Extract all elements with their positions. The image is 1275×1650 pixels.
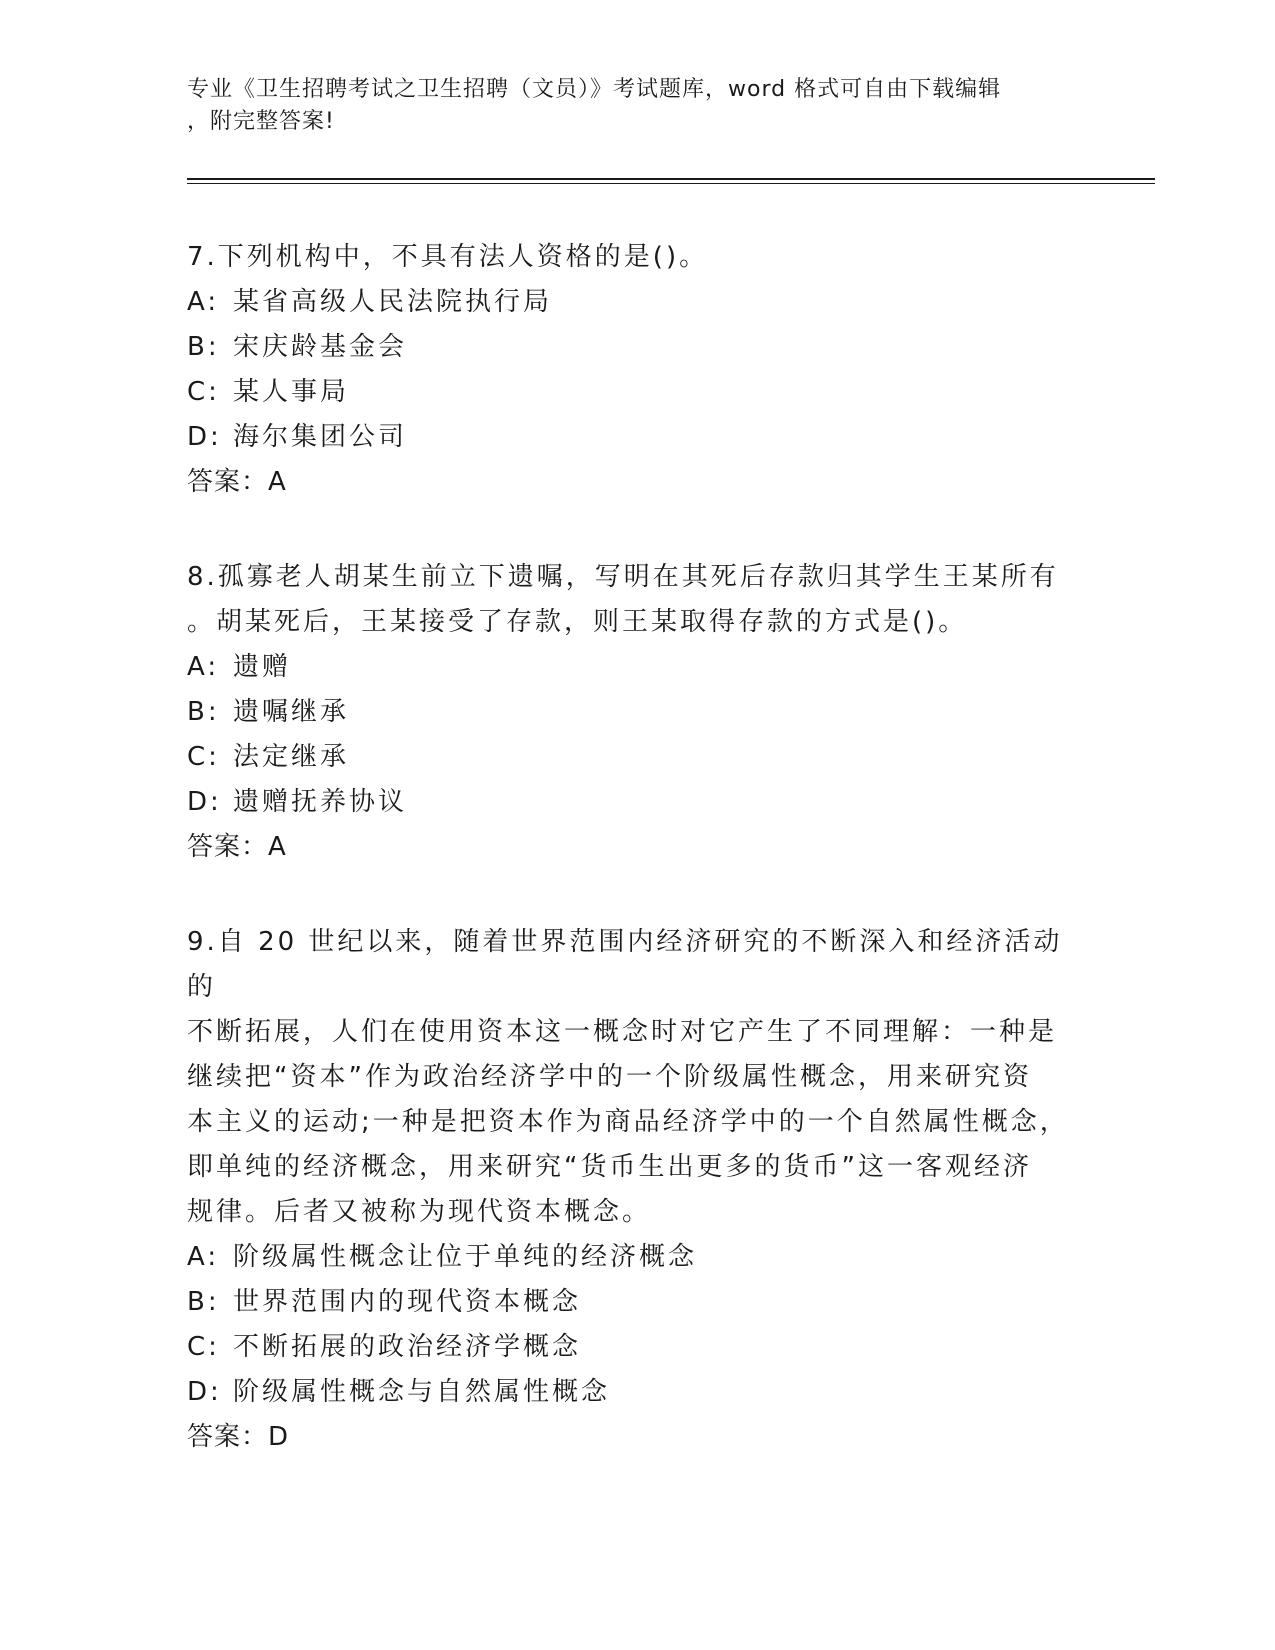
option-key: A: (187, 652, 220, 682)
option-key: D: (187, 422, 222, 452)
option-key: B: (187, 697, 220, 727)
header-line-1: 专业《卫生招聘考试之卫生招聘（文员）》考试题库，word 格式可自由下载编辑 (187, 77, 1002, 102)
question-stem-line: 。胡某死后，王某接受了存款，则王某取得存款的方式是()。 (187, 607, 968, 637)
header-divider-thick (187, 178, 1155, 180)
option-text: 世界范围内的现代资本概念 (233, 1287, 582, 1317)
option-text: 不断拓展的政治经济学概念 (233, 1332, 582, 1362)
question-stem-line: 规律。后者又被称为现代资本概念。 (187, 1197, 652, 1227)
option-text: 阶级属性概念让位于单纯的经济概念 (233, 1242, 698, 1272)
option-key: D: (187, 787, 222, 817)
answer-line: 答案：D (187, 1422, 290, 1452)
option-c (187, 370, 1087, 415)
option-text: 遗赠抚养协议 (233, 787, 408, 817)
option-text: 宋庆龄基金会 (233, 332, 408, 362)
option-key: C: (187, 742, 220, 772)
answer-line: 答案：A (187, 467, 287, 497)
header-line-2: ，附完整答案! (187, 109, 335, 134)
option-text: 遗赠 (233, 652, 292, 682)
option-c (187, 735, 1087, 780)
question-9 (187, 920, 1087, 1460)
option-c (187, 1325, 1087, 1370)
option-d (187, 780, 1087, 825)
question-stem-line: 8.孤寡老人胡某生前立下遗嘱，写明在其死后存款归其学生王某所有 (187, 562, 1059, 592)
option-key: C: (187, 1332, 220, 1362)
option-key: A: (187, 287, 220, 317)
question-stem-line: 9.自 20 世纪以来，随着世界范围内经济研究的不断深入和经济活动的 (187, 927, 1063, 1002)
option-b (187, 325, 1087, 370)
option-b (187, 1280, 1087, 1325)
option-key: B: (187, 332, 220, 362)
answer-line: 答案：A (187, 832, 287, 862)
option-text: 遗嘱继承 (233, 697, 350, 727)
question-stem-line: 不断拓展，人们在使用资本这一概念时对它产生了不同理解：一种是 (187, 1017, 1058, 1047)
option-a (187, 280, 1087, 325)
document-header (187, 74, 1067, 138)
option-d (187, 415, 1087, 460)
option-d (187, 1370, 1087, 1415)
question-8 (187, 555, 1087, 870)
question-7 (187, 235, 1087, 505)
question-stem-line: 继续把“资本”作为政治经济学中的一个阶级属性概念，用来研究资 (187, 1062, 1032, 1092)
option-a (187, 645, 1087, 690)
option-a (187, 1235, 1087, 1280)
option-text: 某人事局 (233, 377, 350, 407)
option-text: 海尔集团公司 (233, 422, 408, 452)
option-text: 阶级属性概念与自然属性概念 (233, 1377, 611, 1407)
question-stem-line: 7.下列机构中，不具有法人资格的是()。 (187, 242, 709, 272)
option-b (187, 690, 1087, 735)
option-key: D: (187, 1377, 222, 1407)
question-stem-line: 本主义的运动;一种是把资本作为商品经济学中的一个自然属性概念， (187, 1107, 1069, 1137)
option-text: 某省高级人民法院执行局 (233, 287, 553, 317)
option-key: B: (187, 1287, 220, 1317)
option-key: A: (187, 1242, 220, 1272)
option-key: C: (187, 377, 220, 407)
question-stem-line: 即单纯的经济概念，用来研究“货币生出更多的货币”这一客观经济 (187, 1152, 1032, 1182)
header-divider-thin (187, 183, 1155, 184)
option-text: 法定继承 (233, 742, 350, 772)
